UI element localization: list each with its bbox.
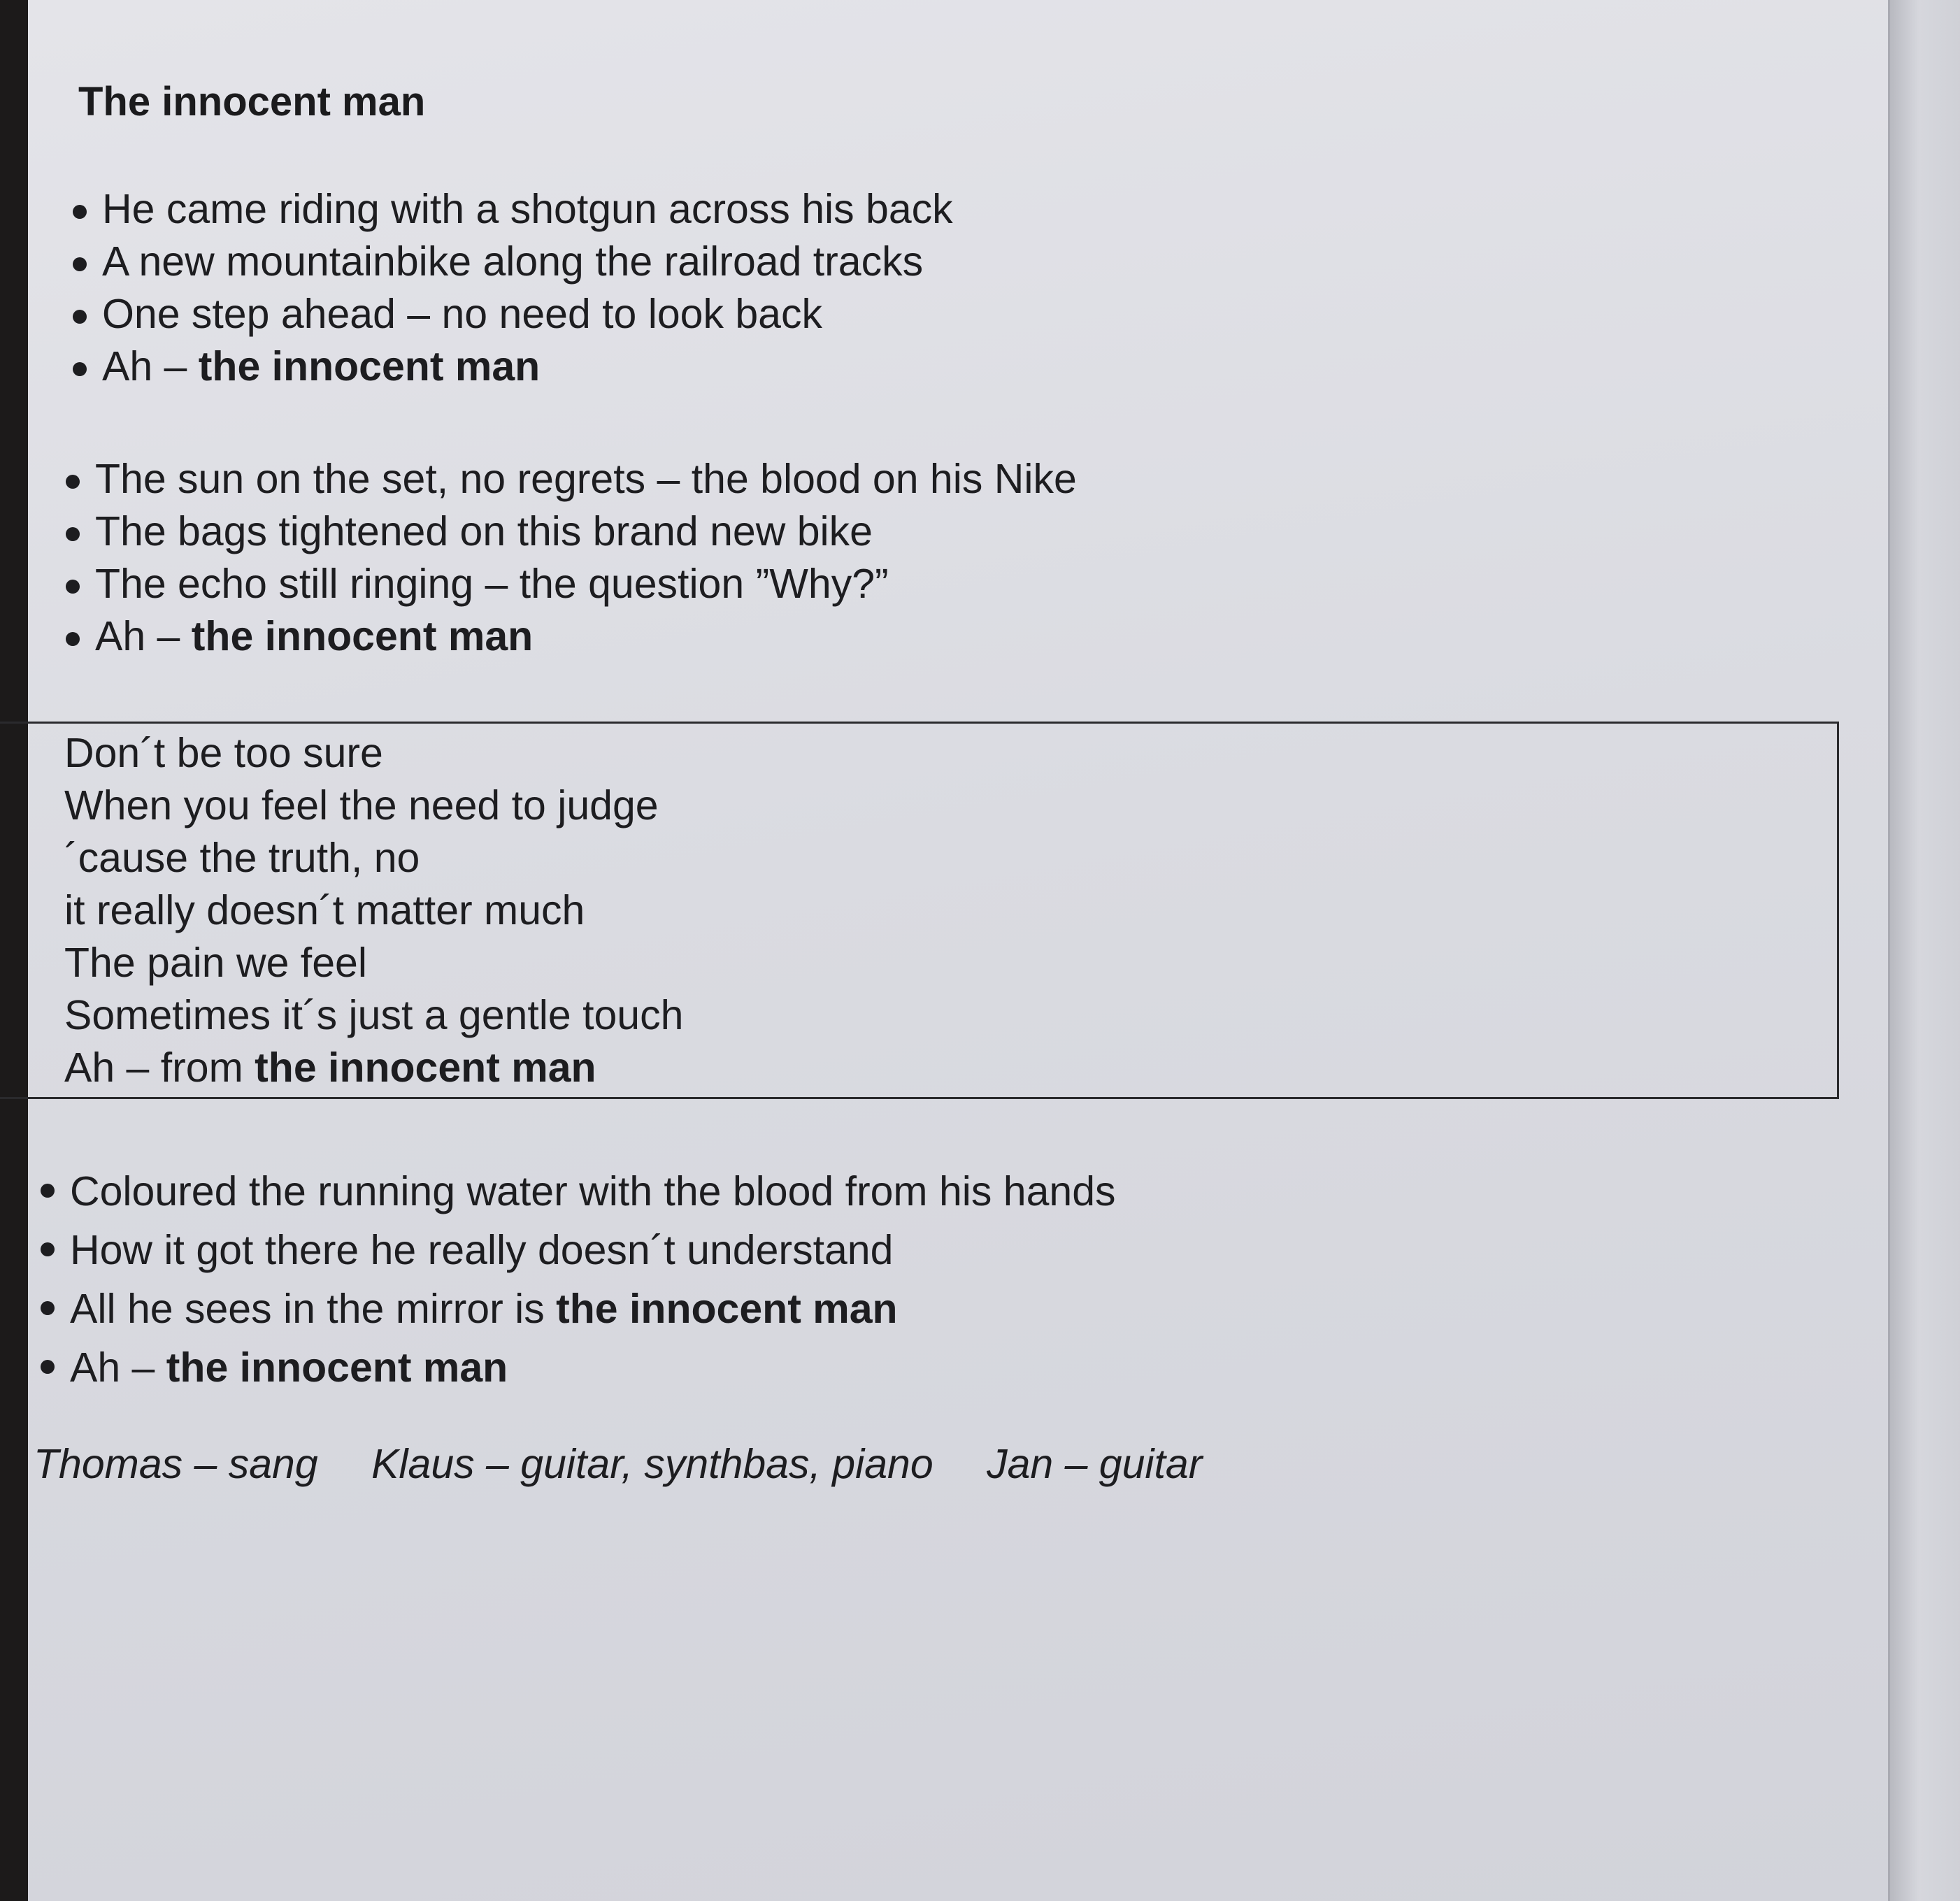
chorus-line: ´cause the truth, no [64, 835, 420, 881]
lyric-line: Ah – the innocent man [41, 1338, 1116, 1397]
chorus [64, 727, 683, 1094]
lyric-line: He came riding with a shotgun across his back [73, 183, 953, 236]
chorus-line: Ah – from the innocent man [64, 1045, 596, 1091]
verse-2 [66, 453, 1077, 663]
credit-jan: Jan – guitar [987, 1441, 1203, 1487]
lyric-line: A new mountainbike along the railroad tracks [73, 236, 953, 288]
lyric-line: Coloured the running water with the blood from his hands [41, 1162, 1116, 1221]
lyric-line: The sun on the set, no regrets – the blood on his Nike [66, 453, 1077, 505]
band-credits [34, 1440, 1244, 1488]
lyric-line: One step ahead – no need to look back [73, 288, 953, 340]
lyric-line: All he sees in the mirror is the innocent man [41, 1279, 1116, 1338]
chorus-line: Don´t be too sure [64, 730, 383, 776]
chorus-line: When you feel the need to judge [64, 782, 659, 828]
lyric-line: How it got there he really doesn´t understand [41, 1221, 1116, 1279]
lyric-line: The bags tightened on this brand new bike [66, 505, 1077, 558]
song-title: The innocent man [78, 79, 426, 124]
verse-3 [41, 1162, 1116, 1397]
credit-klaus: Klaus – guitar, synthbas, piano [371, 1441, 933, 1487]
lyric-line: The echo still ringing – the question ”Why?” [66, 558, 1077, 610]
verse-1 [73, 183, 953, 393]
lyric-line: Ah – the innocent man [66, 610, 1077, 663]
credit-thomas: Thomas – sang [34, 1441, 318, 1487]
chorus-line: it really doesn´t matter much [64, 887, 585, 933]
chorus-line: The pain we feel [64, 940, 367, 986]
chorus-line: Sometimes it´s just a gentle touch [64, 992, 684, 1038]
adjacent-page-edge [1888, 0, 1960, 1901]
lyric-line: Ah – the innocent man [73, 340, 953, 393]
